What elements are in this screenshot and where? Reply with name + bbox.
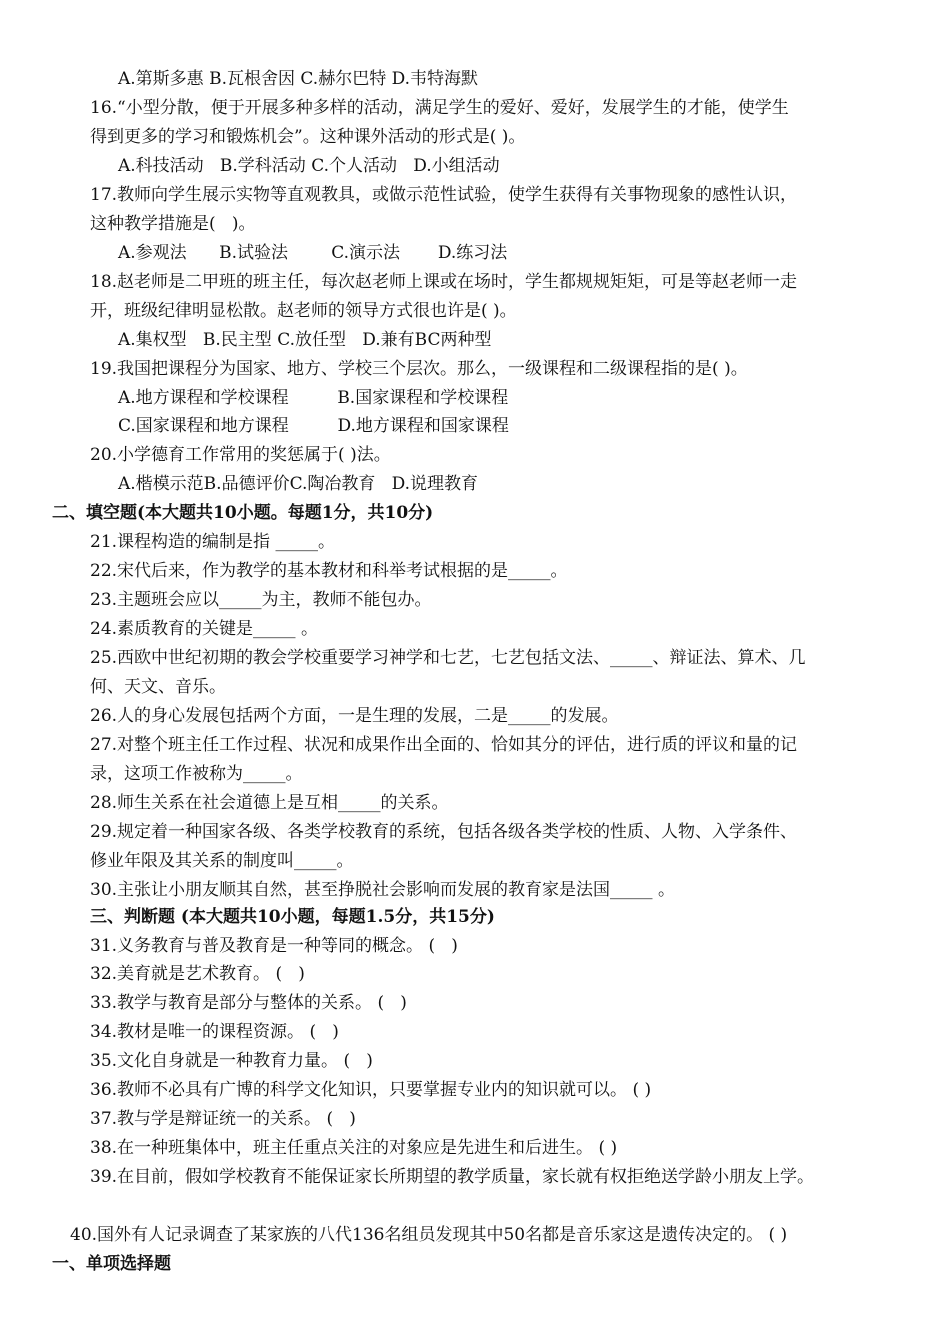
q19-options-row1: A.地方课程和学校课程 B.国家课程和学校课程 (118, 388, 509, 408)
q17-text-line1: 17.教师向学生展示实物等直观教具，或做示范性试验，使学生获得有关事物现象的感性认识， (90, 185, 798, 205)
q38-text: 38.在一种班集体中，班主任重点关注的对象应是先进生和后进生。 ( ) (90, 1138, 618, 1158)
q20-options: A.楷模示范B.品德评价C.陶冶教育 D.说理教育 (118, 474, 479, 494)
q33-text: 33.教学与教育是部分与整体的关系。 ( ) (90, 993, 407, 1013)
q27-text-line2: 录，这项工作被称为_____。 (90, 764, 303, 784)
q36-text: 36.教师不必具有广博的科学文化知识，只要掌握专业内的知识就可以。 ( ) (90, 1080, 652, 1100)
q16-text-line2: 得到更多的学习和锻炼机会”。这种课外活动的形式是( )。 (90, 127, 526, 147)
section-true-false-title: 三、判断题 (本大题共10小题，每题1.5分，共15分) (90, 907, 495, 927)
q26-text: 26.人的身心发展包括两个方面，一是生理的发展，二是_____的发展。 (90, 706, 619, 726)
q27-text-line1: 27.对整个班主任工作过程、状况和成果作出全面的、恰如其分的评估，进行质的评议和量的记 (90, 735, 798, 755)
q17-text-line2: 这种教学措施是( )。 (90, 214, 256, 234)
q19-options-row2: C.国家课程和地方课程 D.地方课程和国家课程 (118, 416, 509, 436)
q31-text: 31.义务教育与普及教育是一种等同的概念。 ( ) (90, 936, 458, 956)
q25-text-line2: 何、天文、音乐。 (90, 677, 226, 697)
q29-text-line1: 29.规定着一种国家各级、各类学校教育的系统，包括各级各类学校的性质、人物、入学条件、 (90, 822, 798, 842)
q22-text: 22.宋代后来，作为教学的基本教材和科举考试根据的是_____。 (90, 561, 568, 581)
q18-text-line1: 18.赵老师是二甲班的班主任，每次赵老师上课或在场时，学生都规规矩矩，可是等赵老师一走 (90, 272, 798, 292)
q37-text: 37.教与学是辩证统一的关系。 ( ) (90, 1109, 356, 1129)
q15-options: A.第斯多惠 B.瓦根舍因 C.赫尔巴特 D.韦特海默 (118, 69, 479, 89)
q20-text: 20.小学德育工作常用的奖惩属于( )法。 (90, 445, 391, 465)
q34-text: 34.教材是唯一的课程资源。 ( ) (90, 1022, 339, 1042)
q40-text: 40.国外有人记录调查了某家族的八代136名组员发现其中50名都是音乐家这是遗传决定的。 ( ) (70, 1225, 788, 1245)
section-fill-in-title: 二、填空题(本大题共10小题。每题1分，共10分) (52, 503, 434, 523)
q30-text: 30.主张让小朋友顺其自然，甚至挣脱社会影响而发展的教育家是法国_____ 。 (90, 880, 675, 900)
q18-options: A.集权型 B.民主型 C.放任型 D.兼有BC两种型 (118, 330, 492, 350)
q32-text: 32.美育就是艺术教育。 ( ) (90, 964, 305, 984)
q16-options: A.科技活动 B.学科活动 C.个人活动 D.小组活动 (118, 156, 500, 176)
q24-text: 24.素质教育的关键是_____ 。 (90, 619, 318, 639)
q16-text-line1: 16.“小型分散，便于开展多种多样的活动，满足学生的爱好、爱好，发展学生的才能，使学生 (90, 98, 789, 118)
q25-text-line1: 25.西欧中世纪初期的教会学校重要学习神学和七艺，七艺包括文法、_____、辩证法、算术、几 (90, 648, 806, 668)
q19-text: 19.我国把课程分为国家、地方、学校三个层次。那么，一级课程和二级课程指的是( )。 (90, 359, 748, 379)
q17-options: A.参观法 B.试验法 C.演示法 D.练习法 (118, 243, 508, 263)
q29-text-line2: 修业年限及其关系的制度叫_____。 (90, 851, 354, 871)
q18-text-line2: 开，班级纪律明显松散。赵老师的领导方式很也许是( )。 (90, 301, 517, 321)
q35-text: 35.文化自身就是一种教育力量。 ( ) (90, 1051, 373, 1071)
q21-text: 21.课程构造的编制是指 _____。 (90, 532, 335, 552)
section-single-choice-title: 一、单项选择题 (52, 1254, 171, 1274)
q23-text: 23.主题班会应以_____为主，教师不能包办。 (90, 590, 432, 610)
q39-text: 39.在目前，假如学校教育不能保证家长所期望的教学质量，家长就有权拒绝送学龄小朋友上学。 (90, 1167, 815, 1187)
q28-text: 28.师生关系在社会道德上是互相_____的关系。 (90, 793, 449, 813)
